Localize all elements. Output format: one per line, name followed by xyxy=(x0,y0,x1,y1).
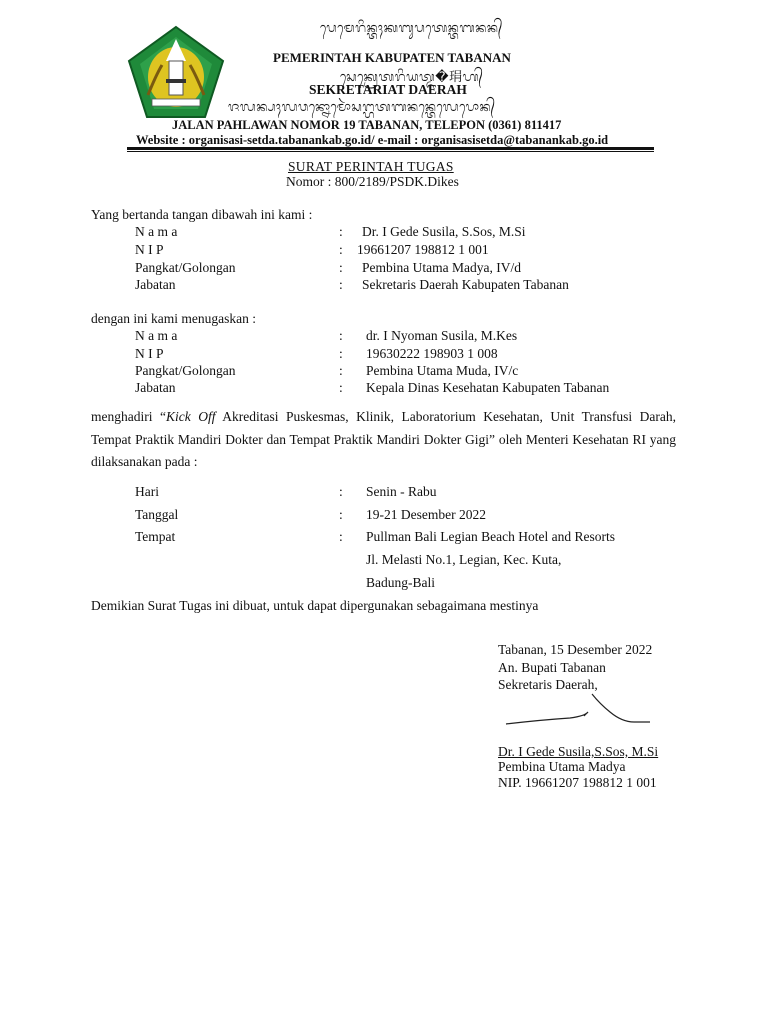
signature-position: Sekretaris Daerah, xyxy=(498,677,598,692)
assign-intro-text: dengan ini kami menugaskan : xyxy=(91,311,256,326)
signer-name-value: Dr. I Gede Susila, S.Sos, M.Si xyxy=(362,224,526,239)
handwritten-signature xyxy=(500,690,660,730)
assignee-nip-label: N I P xyxy=(135,346,164,361)
closing-text: Demikian Surat Tugas ini dibuat, untuk dapat dipergunakan sebagaimana mestinya xyxy=(91,598,539,613)
document-title: SURAT PERINTAH TUGAS xyxy=(288,159,454,174)
event-place-label: Tempat xyxy=(135,529,176,544)
event-date-label: Tanggal xyxy=(135,507,179,522)
colon: : xyxy=(339,507,343,522)
colon: : xyxy=(339,363,343,378)
signer-name-underlined: Dr. I Gede Susila,S.Sos, M.Si xyxy=(498,744,659,759)
signer-nip-label: N I P xyxy=(135,242,164,257)
signer-rank-label: Pangkat/Golongan xyxy=(135,260,236,275)
assignee-nip-value: 19630222 198903 1 008 xyxy=(366,346,498,361)
signer-rank-value: Pembina Utama Madya, IV/d xyxy=(362,260,521,275)
signer-position-value: Sekretaris Daerah Kabupaten Tabanan xyxy=(362,277,569,292)
event-day-value: Senin - Rabu xyxy=(366,484,437,499)
document-number: Nomor : 800/2189/PSDK.Dikes xyxy=(286,174,459,189)
event-address-line-1: Jl. Melasti No.1, Legian, Kec. Kuta, xyxy=(366,552,562,567)
colon: : xyxy=(339,380,343,395)
assignee-rank-value: Pembina Utama Muda, IV/c xyxy=(366,363,519,378)
event-date-value: 19-21 Desember 2022 xyxy=(366,507,486,522)
colon: : xyxy=(339,328,343,343)
colon: : xyxy=(339,242,343,257)
balinese-script-org: ᬧᬾᬫᬾᬭᬶᬦ᭄ᬢᬄᬓᬩᬸᬧᬢᬾᬦ᭄ᬢᬩᬦᬦ᭄ xyxy=(320,21,503,36)
body-italic: Kick Off xyxy=(165,409,216,424)
colon: : xyxy=(339,529,343,544)
signature-on-behalf: An. Bupati Tabanan xyxy=(498,660,606,675)
signer-name-label: N a m a xyxy=(135,224,178,239)
letterhead-rule-thin xyxy=(127,151,654,152)
body-pre: menghadiri “ xyxy=(91,409,166,424)
signer-rank: Pembina Utama Madya xyxy=(498,759,626,774)
colon: : xyxy=(339,484,343,499)
assignee-rank-label: Pangkat/Golongan xyxy=(135,363,236,378)
assignee-position-label: Jabatan xyxy=(135,380,176,395)
intro-text: Yang bertanda tangan dibawah ini kami : xyxy=(91,207,313,222)
assignee-name-label: N a m a xyxy=(135,328,178,343)
body-post: Akreditasi Puskesmas, Klinik, Laboratorium Kesehatan, Unit Transfusi Darah, Tempat Praktik Mandiri Dokter dan Tempat Praktik Mandiri Dokter Gigi” oleh Menteri Kesehatan RI yang dilaksanakan pada : xyxy=(91,409,676,469)
event-address-line-2: Badung-Bali xyxy=(366,575,435,590)
balinese-script-unit: ᬲᬾᬓ᭄ᬭᬾᬢᬭᬶᬬᬢ᭄ᬤ�琄ᬳ᭄ xyxy=(340,70,484,85)
colon: : xyxy=(339,346,343,361)
signer-nip-value: 19661207 198812 1 001 xyxy=(357,242,489,257)
regency-logo xyxy=(126,25,226,121)
event-place-value: Pullman Bali Legian Beach Hotel and Resorts xyxy=(366,529,615,544)
colon: : xyxy=(339,224,343,239)
body-paragraph xyxy=(91,406,676,474)
colon: : xyxy=(339,260,343,275)
letterhead-rule-thick xyxy=(127,147,654,150)
balinese-script-address: ᬚᬮᬦ᭄ᬧᬄᬮᬯᬦ᭄ᬦᭀᬫᭀᬃᬲᬗ᭄ᬳᬢᬩᬦᬦ᭄ᬢᬾᬮᬾᬧᭀᬦ᭄ xyxy=(228,100,496,115)
org-name: PEMERINTAH KABUPATEN TABANAN xyxy=(273,50,511,65)
signer-position-label: Jabatan xyxy=(135,277,176,292)
colon: : xyxy=(339,277,343,292)
unit-name: SEKRETARIAT DAERAH xyxy=(309,82,467,97)
assignee-position-value: Kepala Dinas Kesehatan Kabupaten Tabanan xyxy=(366,380,610,395)
event-day-label: Hari xyxy=(135,484,159,499)
signature-place-date: Tabanan, 15 Desember 2022 xyxy=(498,642,653,657)
signer-nip: NIP. 19661207 198812 1 001 xyxy=(498,775,657,790)
website-email: Website : organisasi-setda.tabanankab.go.id/ e-mail : organisasisetda@tabanankab.go.id xyxy=(136,133,609,147)
assignee-name-value: dr. I Nyoman Susila, M.Kes xyxy=(366,328,518,343)
address: JALAN PAHLAWAN NOMOR 19 TABANAN, TELEPON (0361) 811417 xyxy=(172,118,562,132)
